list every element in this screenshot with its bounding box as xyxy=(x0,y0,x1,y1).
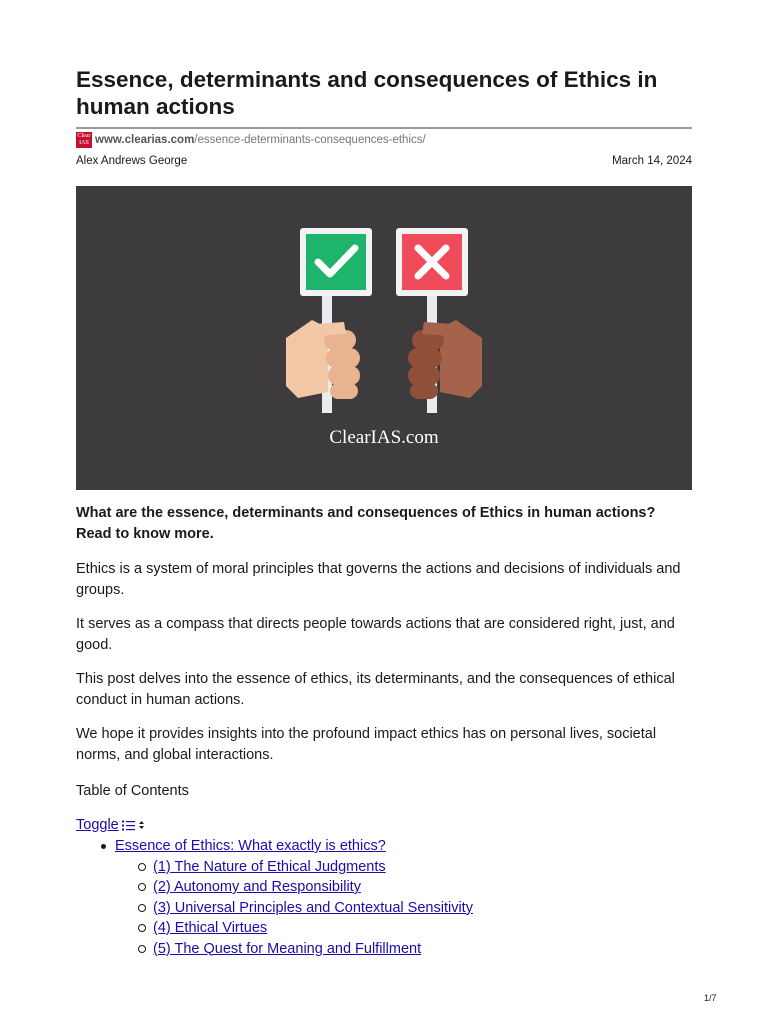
article-meta xyxy=(76,155,692,167)
lead-paragraph: What are the essence, determinants and consequences of Ethics in human actions? Read to know more. xyxy=(76,505,656,542)
toc-subitem xyxy=(76,918,473,939)
toc-subitem xyxy=(76,857,473,878)
list-toggle-icon[interactable] xyxy=(121,819,145,831)
toc-toggle[interactable] xyxy=(76,815,145,836)
hero-caption: ClearIAS.com xyxy=(329,427,439,448)
publish-date: March 14, 2024 xyxy=(612,155,692,167)
toc-subitem xyxy=(76,939,473,960)
toc-subitem xyxy=(76,877,473,898)
toc-link-nature[interactable]: (1) The Nature of Ethical Judgments xyxy=(153,858,386,875)
title-divider xyxy=(76,127,692,129)
toc-link-meaning[interactable]: (5) The Quest for Meaning and Fulfillment xyxy=(153,940,422,957)
body-paragraph: Ethics is a system of moral principles that governs the actions and decisions of individuals and groups. xyxy=(76,561,681,598)
body-paragraph: We hope it provides insights into the profound impact ethics has on personal lives, societal norms, and global interactions. xyxy=(76,726,657,763)
source-domain[interactable]: www.clearias.com xyxy=(95,134,195,146)
toc-heading: Table of Contents xyxy=(76,783,189,799)
body-paragraph: It serves as a compass that directs people towards actions that are considered right, just, and good. xyxy=(76,616,675,653)
article-title: Essence, determinants and consequences of Ethics in human actions xyxy=(76,67,658,119)
toc-subitem xyxy=(76,898,473,919)
toc-sublist xyxy=(76,857,473,960)
body-paragraph: This post delves into the essence of ethics, its determinants, and the consequences of ethical conduct in human actions. xyxy=(76,671,675,708)
toc-link-essence[interactable]: Essence of Ethics: What exactly is ethics? xyxy=(115,838,386,854)
source-url[interactable] xyxy=(76,132,426,148)
source-path[interactable]: /essence-determinants-consequences-ethics/ xyxy=(194,134,426,146)
clearias-favicon-icon: Clear IAS xyxy=(77,133,91,146)
toc-link-universal[interactable]: (3) Universal Principles and Contextual Sensitivity xyxy=(153,899,473,916)
author-name: Alex Andrews George xyxy=(76,155,188,167)
toc-link-autonomy[interactable]: (2) Autonomy and Responsibility xyxy=(153,879,361,895)
toc-list xyxy=(76,836,473,959)
toc-link-virtues[interactable]: (4) Ethical Virtues xyxy=(153,920,268,936)
page-number: 1/7 xyxy=(704,993,717,1003)
hero-image xyxy=(76,186,692,490)
toc-toggle-link[interactable]: Toggle xyxy=(76,817,119,833)
light-fist-icon xyxy=(286,320,360,399)
dark-fist-icon xyxy=(408,320,482,399)
toc-item xyxy=(76,836,473,857)
